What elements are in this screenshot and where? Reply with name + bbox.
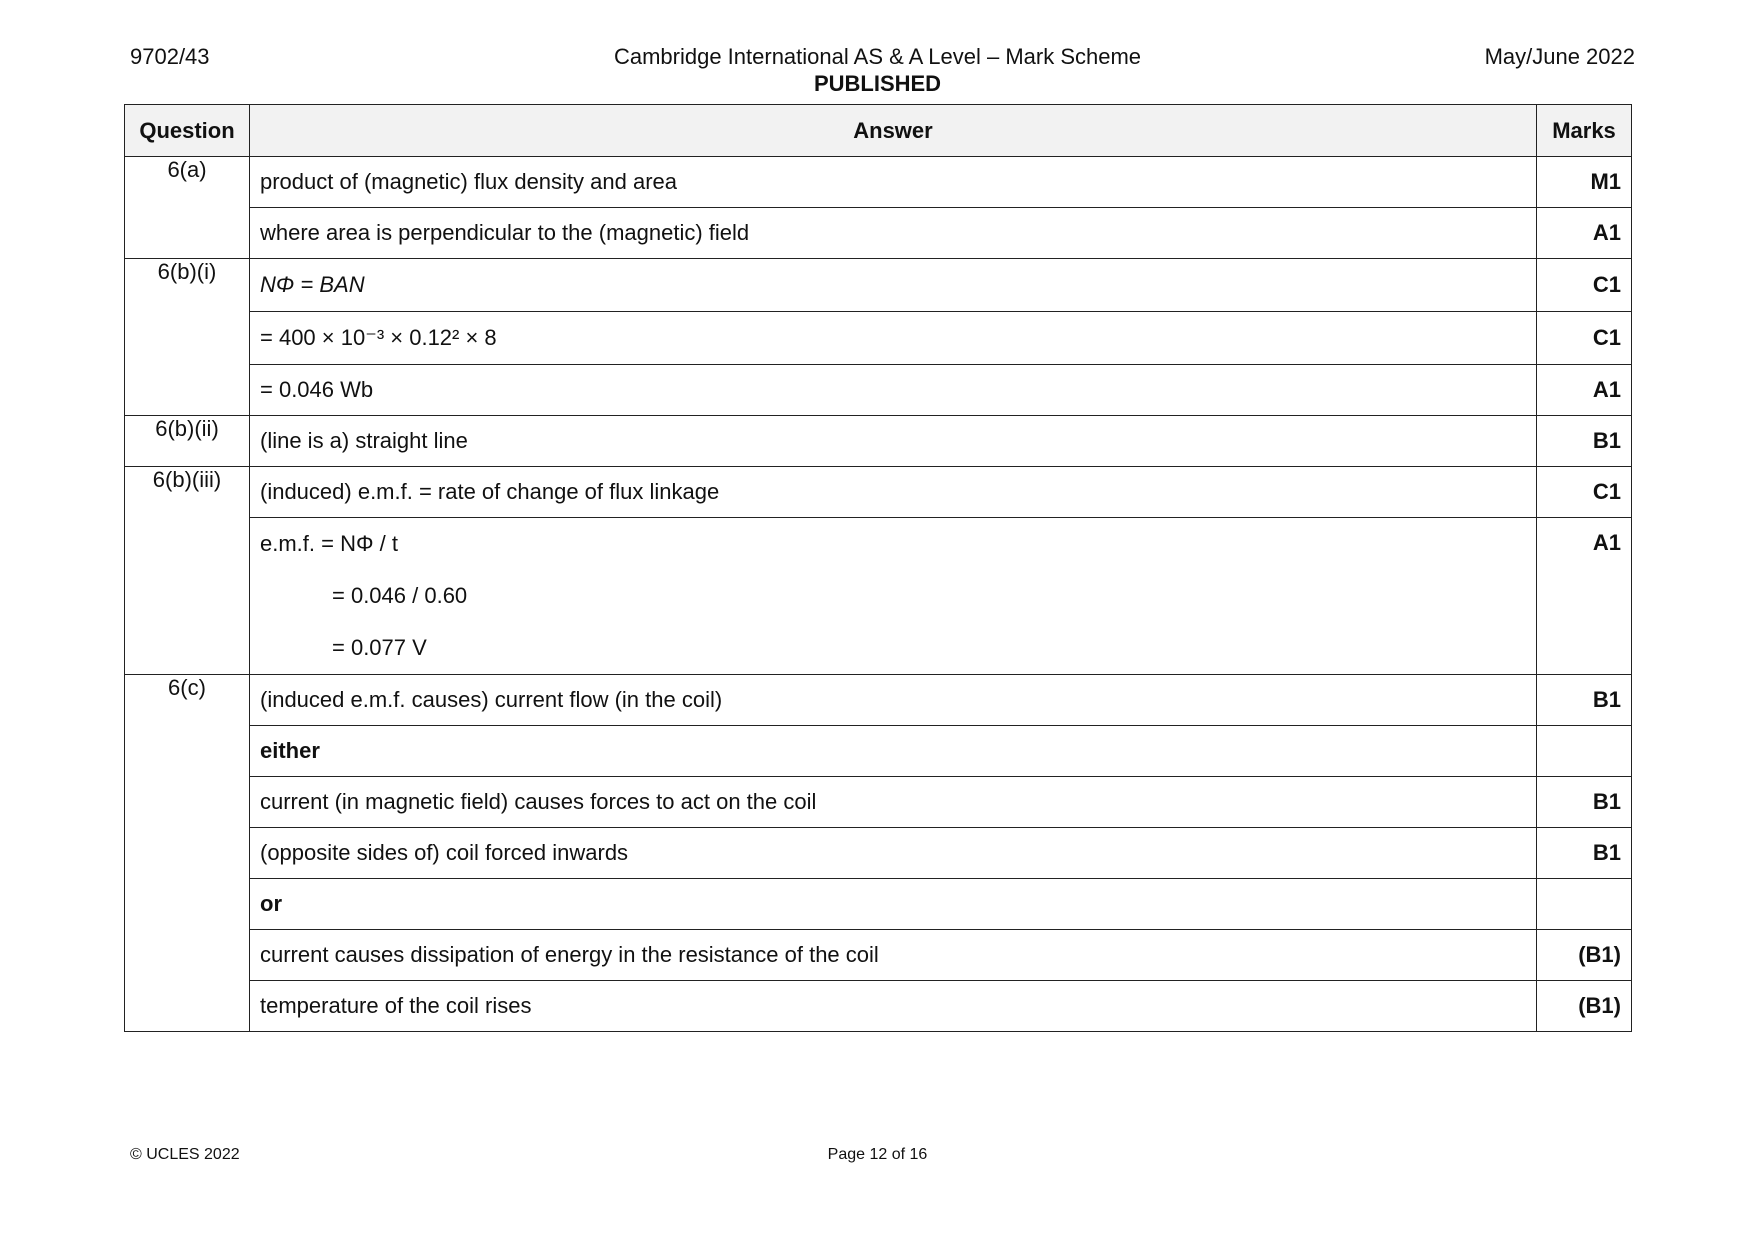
mark-cell: C1 [1537,467,1632,518]
answer-cell: (opposite sides of) coil forced inwards [250,828,1537,879]
question-number: 6(b)(i) [125,259,250,416]
mark-cell: A1 [1537,518,1632,675]
answer-cell: = 0.046 Wb [250,365,1537,416]
mark-cell: (B1) [1537,981,1632,1032]
page-number: Page 12 of 16 [827,1146,928,1163]
answer-cell [250,518,1537,675]
table-row [125,828,1632,879]
table-row [125,777,1632,828]
table-row [125,416,1632,467]
table-row [125,208,1632,259]
paper-code: 9702/43 [130,44,210,69]
table-row [125,675,1632,726]
table-row [125,365,1632,416]
answer-cell: current (in magnetic field) causes forces to act on the coil [250,777,1537,828]
table-row [125,879,1632,930]
status-label: PUBLISHED [813,71,942,96]
calculation-line: e.m.f. = NΦ / t [260,531,398,556]
document-title: Cambridge International AS & A Level – Mark Scheme [613,44,1142,69]
column-header-marks: Marks [1537,105,1632,157]
table-row [125,726,1632,777]
table-row [125,259,1632,312]
answer-cell: current causes dissipation of energy in the resistance of the coil [250,930,1537,981]
table-header-row [125,105,1632,157]
exam-session: May/June 2022 [1484,44,1635,69]
column-header-question: Question [125,105,250,157]
mark-cell [1537,879,1632,930]
calculation-line: = 0.077 V [332,635,427,660]
table-row [125,930,1632,981]
table-row [125,157,1632,208]
question-number: 6(b)(iii) [125,467,250,675]
mark-cell: B1 [1537,675,1632,726]
mark-cell: C1 [1537,312,1632,365]
column-header-answer: Answer [250,105,1537,157]
mark-cell: B1 [1537,777,1632,828]
mark-cell: M1 [1537,157,1632,208]
mark-cell: B1 [1537,416,1632,467]
question-number: 6(c) [125,675,250,1032]
answer-cell: either [250,726,1537,777]
table-row [125,467,1632,518]
question-number: 6(b)(ii) [125,416,250,467]
mark-scheme-table [124,104,1632,1032]
copyright-notice: © UCLES 2022 [130,1146,240,1163]
answer-cell: = 400 × 10⁻³ × 0.12² × 8 [250,312,1537,365]
answer-cell: temperature of the coil rises [250,981,1537,1032]
mark-cell: B1 [1537,828,1632,879]
mark-cell: C1 [1537,259,1632,312]
mark-cell: A1 [1537,365,1632,416]
table-row [125,981,1632,1032]
answer-cell: (induced) e.m.f. = rate of change of flux linkage [250,467,1537,518]
table-row [125,518,1632,675]
table-row [125,312,1632,365]
mark-cell: A1 [1537,208,1632,259]
mark-cell [1537,726,1632,777]
answer-cell: where area is perpendicular to the (magnetic) field [250,208,1537,259]
answer-cell: or [250,879,1537,930]
answer-cell: NΦ = BAN [250,259,1537,312]
answer-cell: (line is a) straight line [250,416,1537,467]
mark-cell: (B1) [1537,930,1632,981]
answer-cell: product of (magnetic) flux density and area [250,157,1537,208]
calculation-line: = 0.046 / 0.60 [332,583,468,608]
question-number: 6(a) [125,157,250,259]
answer-cell: (induced e.m.f. causes) current flow (in the coil) [250,675,1537,726]
